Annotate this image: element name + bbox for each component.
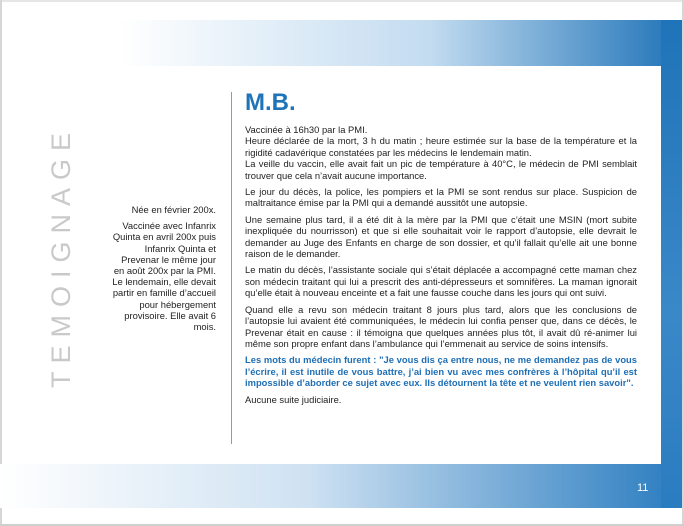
- sidebar-child-info: [95, 204, 216, 337]
- paragraph-doctor-visit: Quand elle a revu son médecin traitant 8 jours plus tard, alors que les conclusions de l’autopsie lui avaient été communiquées, le médecin lui confia penser que, dans ce décès, le Prevenar était en cause : il témoigna que quelques années plus tôt, il avait dû ré-animer lui même son propre enfant dans l’ambulance qui l’emmenait au service de soins intensifs.: [245, 303, 637, 349]
- doctor-quote: Les mots du médecin furent : "Je vous dis ça entre nous, ne me demandez pas de vous l’écrire, il est inutile de vous battre, j’ai bien vu avec mes confrères à l’hôpital qu’il est impossible d’aborder ce sujet avec eux. Ils détournent la tête et ne veulent rien savoir".: [245, 354, 637, 389]
- paragraph-social-worker: Le matin du décès, l’assistante sociale qui s’était déplacée a accompagné cette maman chez son médecin traitant qui lui a prescrit des anti-dépresseurs et somnifères. La maman ignorait qu’elle était à nouveau enceinte et a fait une fausse couche dans les jours qui ont suivi.: [245, 264, 637, 299]
- paragraph-closing: Aucune suite judiciaire.: [245, 393, 342, 405]
- page-border-left: [0, 0, 2, 526]
- sidebar-vaccination-note: Vaccinée avec Infanrix Quinta en avril 200x puis Infanrix Quinta et Prevenar le même jour en août 200x par la PMI. Le lendemain, elle devait partir en famille d’accueil pour hébergement provisoire. Elle avait 6 mois.: [112, 220, 216, 333]
- testimony-body: [245, 124, 637, 410]
- decorative-gradient-band-bottom: [0, 464, 682, 508]
- vertical-section-title: TEMOIGNAGE: [46, 124, 76, 388]
- decorative-gradient-band-right: [661, 20, 682, 508]
- column-divider: [231, 92, 232, 444]
- testimony-title: M.B.: [245, 89, 296, 116]
- sidebar-birth-note: Née en février 200x.: [131, 204, 216, 215]
- paragraph-vaccination-and-death: Vaccinée à 16h30 par la PMI. Heure déclarée de la mort, 3 h du matin ; heure estimée sur la base de la température et la rigidité cadavérique constatées par les médecins le lendemain matin. La veille du vaccin, elle avait fait un pic de température à 40°C, le médecin de PMI semblait trouver que cela n’avait aucune importance.: [245, 124, 637, 181]
- paragraph-police-and-autopsy: Le jour du décès, la police, les pompiers et la PMI se sont rendus sur place. Suspicion de maltraitance émise par la PMI qui a demandé aussitôt une autopsie.: [245, 186, 637, 209]
- page-border-top: [0, 0, 684, 2]
- decorative-gradient-band-top: [120, 20, 682, 66]
- paragraph-msin-report: Une semaine plus tard, il a été dit à la mère par la PMI que c’était une MSIN (mort subite inexpliquée du nourrisson) et que si elle souhaitait voir le rapport d’autopsie, elle devrait le demander au Juge des Enfants en charge de son dossier, et qu’il fallait qu’elle ait une bonne raison de le demander.: [245, 213, 637, 260]
- page-number: 11: [637, 482, 649, 494]
